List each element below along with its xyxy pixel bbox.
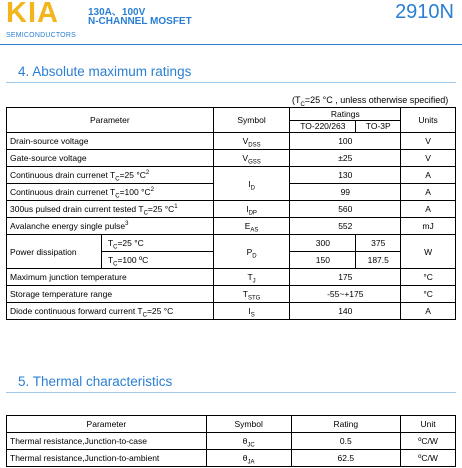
symbol-cell: $I_{DP}$	[213, 201, 290, 218]
value-cell: 100	[290, 133, 401, 150]
symbol-cell: $T_{STG}$	[213, 286, 290, 303]
condition-cell: $T_C=100$ ºC	[101, 252, 213, 269]
header-units: Units	[401, 108, 456, 133]
symbol-cell: $P_D$	[213, 235, 290, 269]
section-5-divider	[6, 392, 456, 393]
unit-cell: V	[401, 133, 456, 150]
product-type: N-CHANNEL MOSFET	[88, 16, 192, 27]
section-4-title: 4. Absolute maximum ratings	[18, 64, 192, 79]
header-parameter: Parameter	[7, 416, 207, 433]
value-cell: 560	[290, 201, 401, 218]
header-unit: Unit	[401, 416, 456, 433]
product-rating: 130A、100V	[88, 7, 146, 18]
param-cell: Storage temperature range	[7, 286, 214, 303]
unit-cell: A	[401, 167, 456, 184]
header-parameter: Parameter	[7, 108, 214, 133]
test-condition: ($T_C=25$ °C , unless otherwise specified)	[292, 95, 449, 108]
unit-cell: ºC/W	[401, 433, 456, 450]
unit-cell: W	[401, 235, 456, 269]
table-row	[7, 286, 456, 303]
unit-cell: ºC/W	[401, 450, 456, 467]
condition-cell: $T_C=25$ °C	[101, 235, 213, 252]
param-cell: Thermal resistance,Junction-to-ambient	[7, 450, 207, 467]
value-cell: 140	[290, 303, 401, 320]
unit-cell: mJ	[401, 218, 456, 235]
value-cell: 375	[356, 235, 401, 252]
unit-cell: °C	[401, 286, 456, 303]
value-cell: 552	[290, 218, 401, 235]
header-symbol: Symbol	[213, 108, 290, 133]
value-cell: 300	[290, 235, 356, 252]
part-number: 2910N	[395, 1, 454, 23]
param-cell: Diode continuous forward current $T_C=25$ °C	[7, 303, 214, 320]
table-row	[7, 303, 456, 320]
table-header-row	[7, 416, 456, 433]
logo-subtitle: SEMICONDUCTORS	[6, 32, 76, 39]
value-cell: 99	[290, 184, 401, 201]
param-cell: Thermal resistance,Junction-to-case	[7, 433, 207, 450]
table-row	[7, 235, 456, 252]
value-cell: 150	[290, 252, 356, 269]
symbol-cell: $T_J$	[213, 269, 290, 286]
param-cell: Power dissipation	[7, 235, 102, 269]
section-5-title: 5. Thermal characteristics	[18, 374, 173, 389]
section-4-divider	[6, 82, 456, 83]
header-pkg-to220: TO-220/263	[290, 120, 356, 133]
unit-cell: A	[401, 201, 456, 218]
param-cell: 300us pulsed drain current tested $T_C=25$ $^\circ C^1$	[7, 201, 214, 218]
unit-cell: °C	[401, 269, 456, 286]
table-row	[7, 167, 456, 184]
value-cell: 187.5	[356, 252, 401, 269]
value-cell: -55~+175	[290, 286, 401, 303]
symbol-cell: $I_D$	[213, 167, 290, 201]
symbol-cell: $V_{GSS}$	[213, 150, 290, 167]
thermal-characteristics-table	[6, 415, 456, 467]
unit-cell: V	[401, 150, 456, 167]
header-rating: Rating	[291, 416, 401, 433]
header-divider	[0, 44, 462, 45]
table-row	[7, 150, 456, 167]
unit-cell: A	[401, 184, 456, 201]
header-pkg-to3p: TO-3P	[356, 120, 401, 133]
kia-logo: KIA	[6, 0, 59, 29]
header-symbol: Symbol	[206, 416, 291, 433]
param-cell: Gate-source voltage	[7, 150, 214, 167]
table-row	[7, 201, 456, 218]
symbol-cell: $\theta_{JA}$	[206, 450, 291, 467]
value-cell: 62.5	[291, 450, 401, 467]
param-cell: Maximum junction temperature	[7, 269, 214, 286]
symbol-cell: $\theta_{JC}$	[206, 433, 291, 450]
table-row	[7, 269, 456, 286]
param-cell: Continuous drain currenet $T_C=25$ $^\circ C^2$	[7, 167, 214, 184]
table-header-row	[7, 108, 456, 121]
value-cell: ±25	[290, 150, 401, 167]
symbol-cell: $E_{AS}$	[213, 218, 290, 235]
table-row	[7, 450, 456, 467]
param-cell: Continuous drain currenet $T_C=100$ $^\circ C^2$	[7, 184, 214, 201]
value-cell: 130	[290, 167, 401, 184]
param-cell: Drain-source voltage	[7, 133, 214, 150]
symbol-cell: $I_S$	[213, 303, 290, 320]
symbol-cell: $V_{DSS}$	[213, 133, 290, 150]
table-row	[7, 433, 456, 450]
value-cell: 0.5	[291, 433, 401, 450]
table-row	[7, 218, 456, 235]
header-ratings: Ratings	[290, 108, 401, 121]
param-cell: Avalanche energy single pulse$^3$	[7, 218, 214, 235]
unit-cell: A	[401, 303, 456, 320]
table-row	[7, 133, 456, 150]
value-cell: 175	[290, 269, 401, 286]
absolute-max-ratings-table	[6, 107, 456, 320]
